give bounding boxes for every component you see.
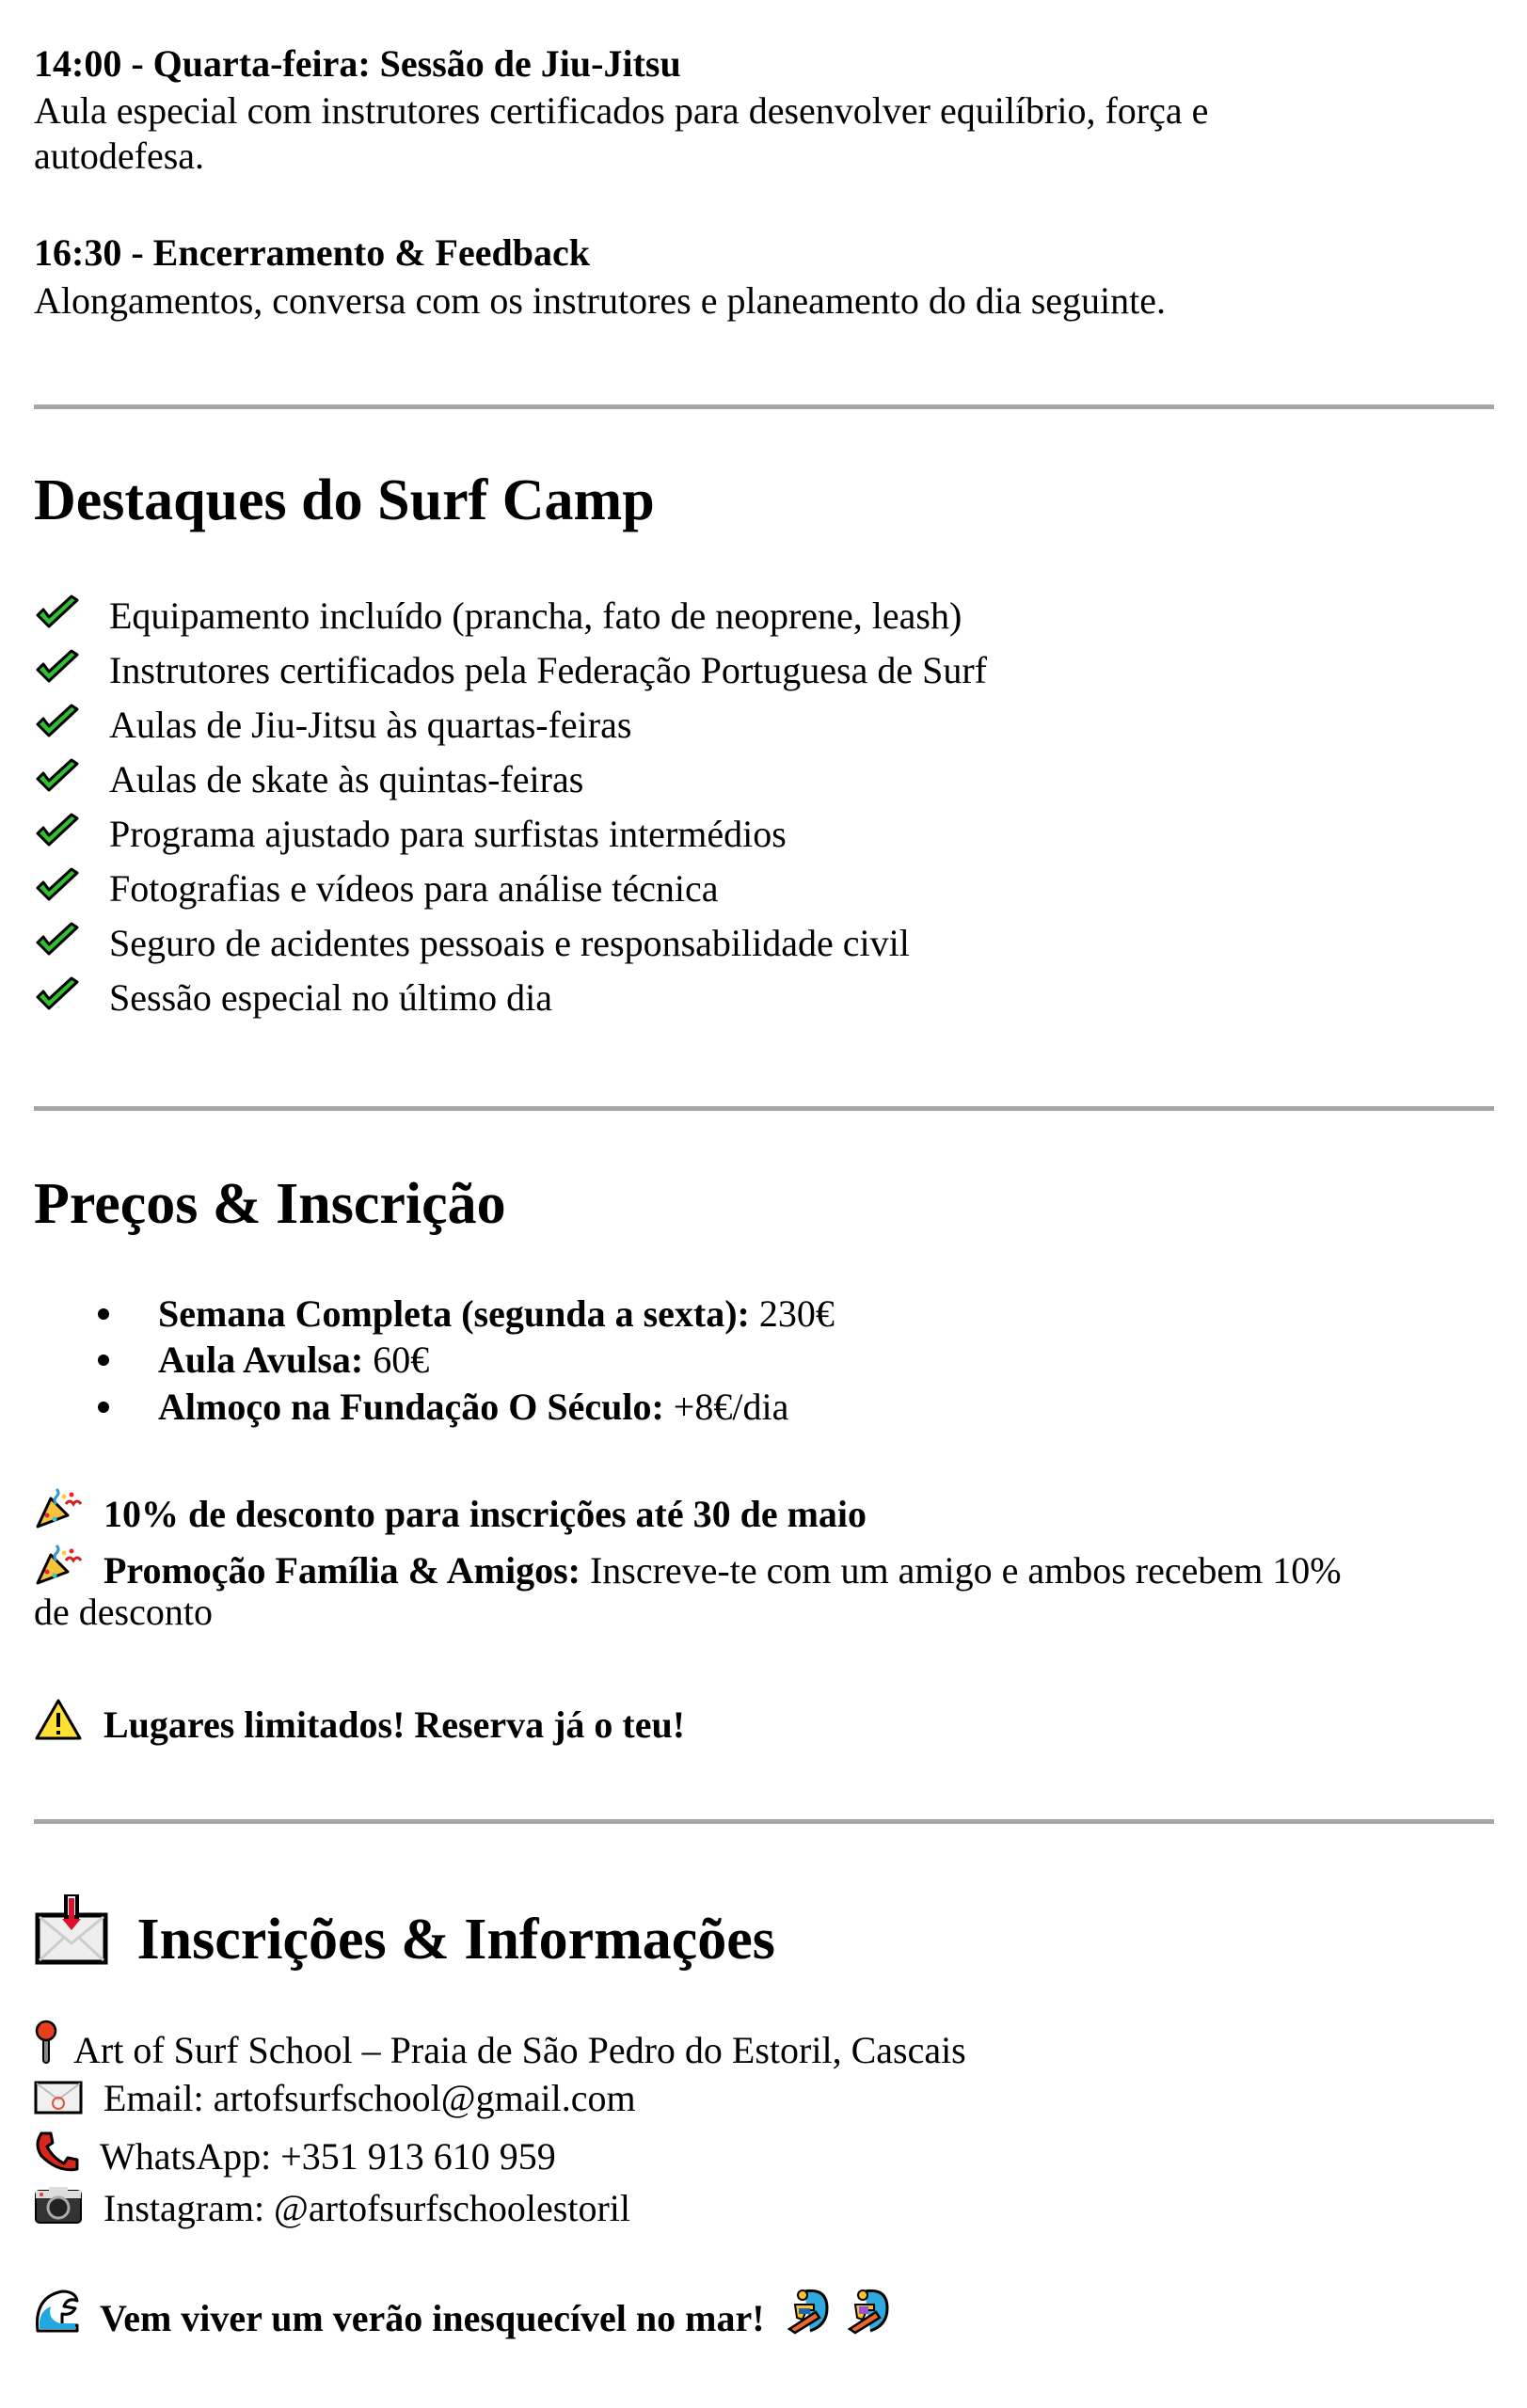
section-heading-pricing: Preços & Inscrição	[34, 1172, 506, 1236]
camera-icon	[34, 2185, 83, 2236]
warning-line	[34, 1698, 685, 1752]
check-mark-icon	[34, 976, 83, 1014]
price-value: 60€	[363, 1339, 430, 1381]
schedule-item-desc: autodefesa.	[34, 135, 205, 177]
closing-text: Vem viver um verão inesquecível no mar!	[100, 2297, 765, 2339]
warning-text: Lugares limitados! Reserva já o teu!	[103, 1703, 686, 1746]
envelope-arrow-icon	[34, 1894, 109, 1980]
price-value: 230€	[749, 1292, 835, 1335]
section-heading-highlights: Destaques do Surf Camp	[34, 468, 655, 532]
price-label: Semana Completa (segunda a sexta):	[158, 1292, 750, 1335]
check-mark-icon	[34, 867, 83, 905]
list-item	[34, 811, 787, 858]
price-item	[158, 1384, 788, 1431]
contact-item	[34, 2075, 636, 2126]
list-item	[34, 974, 552, 1022]
list-item-text: Equipamento incluído (prancha, fato de neoprene, leash)	[109, 594, 962, 637]
price-label: Aula Avulsa:	[158, 1339, 364, 1381]
divider	[34, 404, 1494, 409]
check-mark-icon	[34, 594, 83, 632]
check-mark-icon	[34, 813, 83, 850]
party-popper-icon	[34, 1485, 83, 1542]
price-value: +8€/dia	[663, 1386, 789, 1428]
warning-icon	[34, 1698, 83, 1752]
schedule-item-title: 16:30 - Encerramento & Feedback	[34, 231, 590, 274]
section-heading-contact	[34, 1894, 775, 1980]
promo-line	[34, 1485, 867, 1542]
promo-text-bold: 10% de desconto para inscrições até 30 de maio	[103, 1493, 867, 1535]
list-item	[34, 920, 910, 967]
closing-line	[34, 2288, 891, 2346]
contact-text[interactable]: Instagram: @artofsurfschoolestoril	[103, 2187, 631, 2229]
bullet-icon	[98, 1308, 109, 1320]
promo-line	[34, 1542, 1342, 1598]
list-item-text: Programa ajustado para surfistas intermédios	[109, 813, 787, 855]
man-surfing-icon	[786, 2288, 831, 2346]
woman-surfing-icon	[846, 2288, 891, 2346]
contact-item	[34, 2130, 556, 2184]
schedule-item-desc: Aula especial com instrutores certificados para desenvolver equilíbrio, força e	[34, 89, 1209, 132]
schedule-item-desc: Alongamentos, conversa com os instrutores e planeamento do dia seguinte.	[34, 279, 1167, 322]
promo-text: Inscreve-te com um amigo e ambos recebem 10%	[580, 1549, 1342, 1592]
divider	[34, 1106, 1494, 1111]
check-mark-icon	[34, 704, 83, 741]
list-item-text: Instrutores certificados pela Federação Portuguesa de Surf	[109, 649, 987, 691]
list-item-text: Sessão especial no último dia	[109, 976, 553, 1019]
water-wave-icon	[34, 2288, 81, 2346]
price-item	[158, 1291, 835, 1338]
bullet-icon	[98, 1354, 109, 1366]
contact-item	[34, 2185, 630, 2236]
contact-item	[34, 2020, 966, 2078]
email-icon	[34, 2079, 83, 2126]
contact-text[interactable]: WhatsApp: +351 913 610 959	[100, 2135, 556, 2178]
price-label: Almoço na Fundação O Século:	[158, 1386, 664, 1428]
schedule-item-title: 14:00 - Quarta-feira: Sessão de Jiu-Jitsu	[34, 42, 681, 85]
promo-text-bold: Promoção Família & Amigos:	[103, 1549, 581, 1592]
list-item	[34, 756, 583, 803]
divider	[34, 1819, 1494, 1824]
bullet-icon	[98, 1402, 109, 1413]
list-item-text: Aulas de Jiu-Jitsu às quartas-feiras	[109, 704, 632, 746]
round-pushpin-icon	[34, 2020, 58, 2078]
list-item-text: Seguro de acidentes pessoais e responsabilidade civil	[109, 922, 910, 964]
section-heading-text: Inscrições & Informações	[136, 1908, 775, 1972]
list-item	[34, 593, 962, 640]
check-mark-icon	[34, 758, 83, 796]
list-item	[34, 865, 719, 912]
check-mark-icon	[34, 922, 83, 959]
telephone-icon	[34, 2130, 81, 2184]
price-item	[158, 1337, 429, 1384]
contact-text: Art of Surf School – Praia de São Pedro do Estoril, Cascais	[73, 2029, 966, 2071]
list-item	[34, 647, 987, 694]
check-mark-icon	[34, 649, 83, 687]
list-item	[34, 702, 631, 749]
list-item-text: Fotografias e vídeos para análise técnica	[109, 867, 719, 910]
promo-line-cont: de desconto	[34, 1591, 213, 1633]
list-item-text: Aulas de skate às quintas-feiras	[109, 758, 584, 800]
contact-text[interactable]: Email: artofsurfschool@gmail.com	[103, 2077, 636, 2119]
